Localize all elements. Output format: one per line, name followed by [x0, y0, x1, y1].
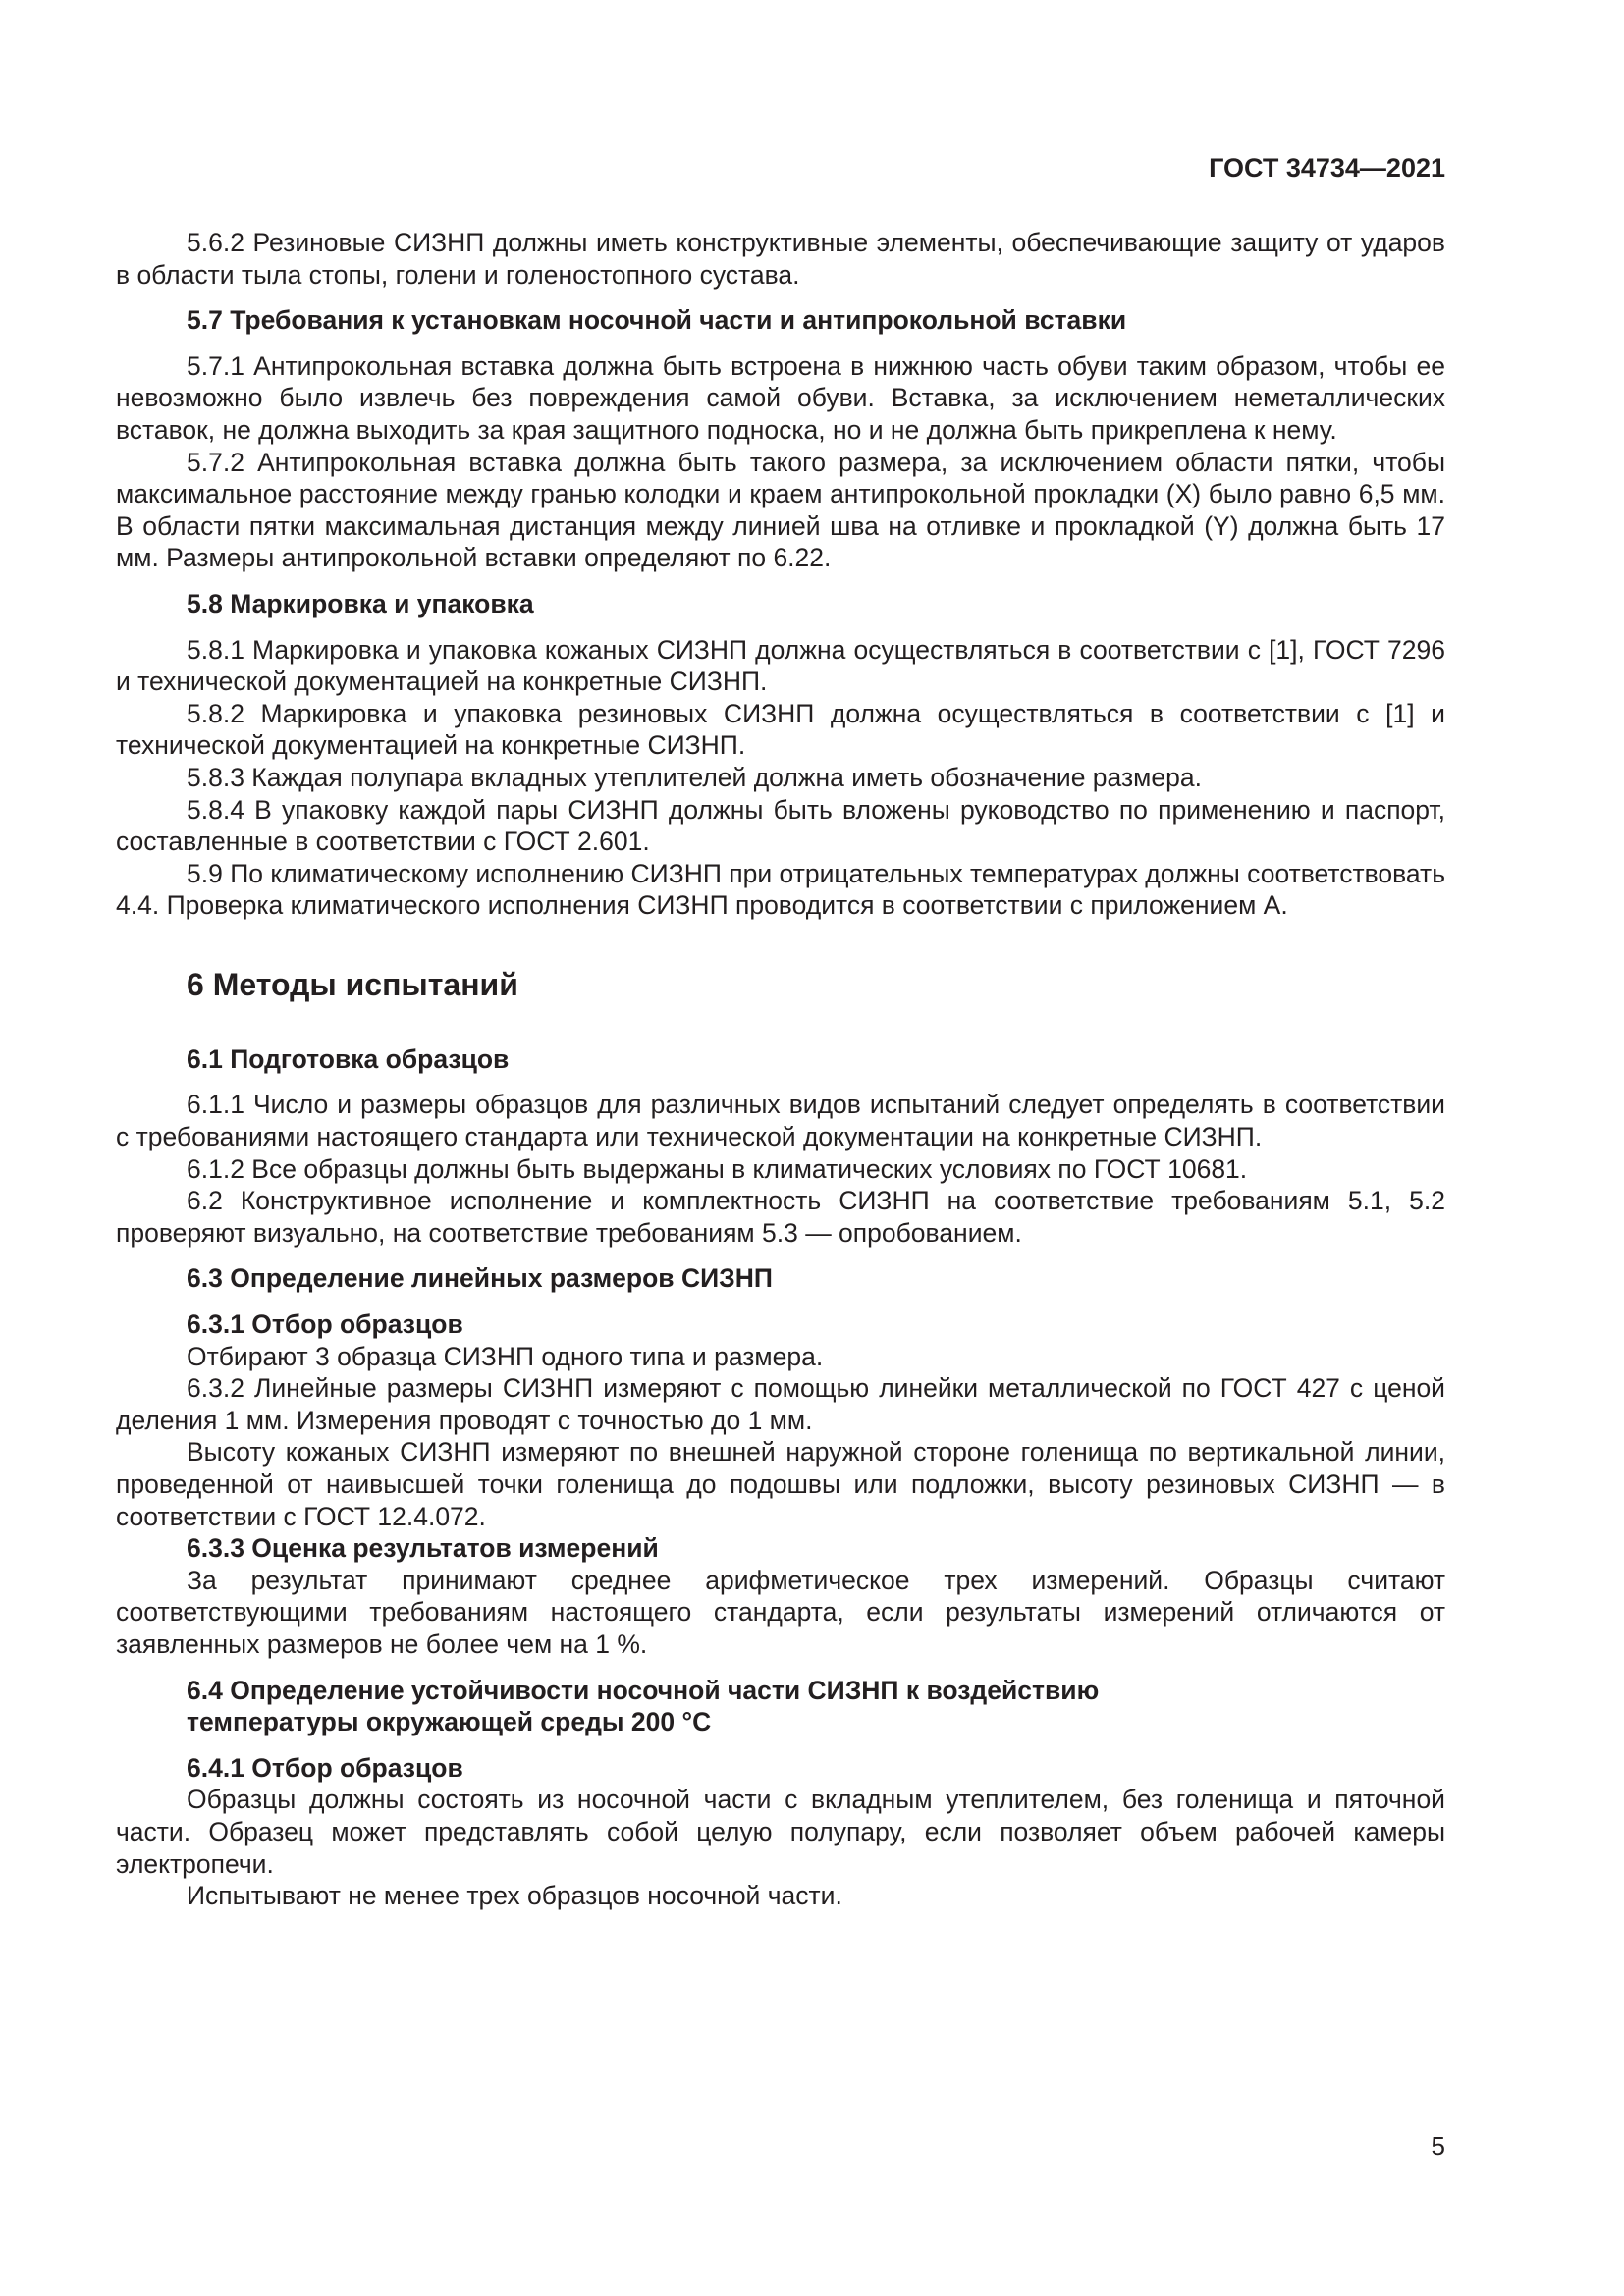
paragraph-5-7-2: 5.7.2 Антипрокольная вставка должна быть такого размера, за исключением области пятки, чтобы максимальное расстояние между гранью колодки и краем антипрокольной прокладки (X) было равно 6,5 мм. В области пятки максимальная дистанция между линией шва на отливке и прокладкой (Y) должна быть 17 мм. Размеры антипрокольной вставки определяют по 6.22. [116, 447, 1445, 573]
chapter-heading-6: 6 Методы испытаний [187, 966, 518, 1002]
subsection-heading-6-3-3: 6.3.3 Оценка результатов измерений [187, 1533, 659, 1564]
paragraph-6-1-2: 6.1.2 Все образцы должны быть выдержаны в климатических условиях по ГОСТ 10681. [187, 1153, 1248, 1184]
paragraph-6-3-1: Отбирают 3 образца СИЗНП одного типа и размера. [187, 1341, 824, 1371]
document-body [116, 227, 1445, 1912]
paragraph-6-3-2-height: Высоту кожаных СИЗНП измеряют по внешней наружной стороне голенища по вертикальной линии, проведенной от наивысшей точки голенища до подошвы или подложки, высоту резиновых СИЗНП — в соответствии с ГОСТ 12.4.072. [116, 1437, 1445, 1531]
page-number: 5 [1431, 2131, 1445, 2161]
document-page [116, 0, 1445, 2296]
paragraph-5-8-3: 5.8.3 Каждая полупара вкладных утеплителей должна иметь обозначение размера. [187, 762, 1202, 792]
section-heading-6-4: 6.4 Определение устойчивости носочной части СИЗНП к воздействию температуры окружающей среды 200 °С [187, 1675, 1100, 1737]
subsection-heading-6-3-1: 6.3.1 Отбор образцов [187, 1309, 463, 1340]
paragraph-6-4-1-count: Испытывают не менее трех образцов носочной части. [187, 1881, 842, 1911]
paragraph-6-3-3: За результат принимают среднее арифметическое трех измерений. Образцы считают соответствующими требованиям настоящего стандарта, если результаты измерений отличаются от заявленных размеров не более чем на 1 %. [116, 1565, 1445, 1659]
paragraph-5-7-1: 5.7.1 Антипрокольная вставка должна быть встроена в нижнюю часть обуви таким образом, чтобы ее невозможно было извлечь без повреждения самой обуви. Вставка, за исключением неметаллических вставок, не должна выходить за края защитного подноска, но и не должна быть прикреплена к нему. [116, 350, 1445, 445]
section-heading-6-1: 6.1 Подготовка образцов [187, 1043, 510, 1074]
paragraph-6-2: 6.2 Конструктивное исполнение и комплектность СИЗНП на соответствие требованиям 5.1, 5.2 проверяют визуально, на соответствие требованиям 5.3 — опробованием. [116, 1186, 1445, 1248]
section-heading-5-8: 5.8 Маркировка и упаковка [187, 588, 534, 618]
section-heading-6-3: 6.3 Определение линейных размеров СИЗНП [187, 1263, 773, 1294]
section-heading-5-7: 5.7 Требования к установкам носочной части и антипрокольной вставки [187, 305, 1127, 336]
paragraph-6-3-2: 6.3.2 Линейные размеры СИЗНП измеряют с помощью линейки металлической по ГОСТ 427 с ценой деления 1 мм. Измерения проводят с точностью до 1 мм. [116, 1373, 1445, 1435]
paragraph-6-1-1: 6.1.1 Число и размеры образцов для различных видов испытаний следует определять в соответствии с требованиями настоящего стандарта или технической документации на конкретные СИЗНП. [116, 1090, 1445, 1152]
document-header: ГОСТ 34734—2021 [1209, 153, 1445, 183]
paragraph-5-6-2: 5.6.2 Резиновые СИЗНП должны иметь конструктивные элементы, обеспечивающие защиту от ударов в области тыла стопы, голени и голеностопного сустава. [116, 228, 1445, 290]
paragraph-5-8-4: 5.8.4 В упаковку каждой пары СИЗНП должны быть вложены руководство по применению и паспорт, составленные в соответствии с ГОСТ 2.601. [116, 794, 1445, 857]
paragraph-5-8-2: 5.8.2 Маркировка и упаковка резиновых СИЗНП должна осуществляться в соответствии с [1] и технической документацией на конкретные СИЗНП. [116, 698, 1445, 761]
paragraph-6-4-1: Образцы должны состоять из носочной части с вкладным утеплителем, без голенища и пяточной части. Образец может представлять собой целую полупару, если позволяет объем рабочей камеры электропечи. [116, 1785, 1445, 1879]
paragraph-5-9: 5.9 По климатическому исполнению СИЗНП при отрицательных температурах должны соответствовать 4.4. Проверка климатического исполнения СИЗНП проводится в соответствии с приложением А. [116, 858, 1445, 921]
paragraph-5-8-1: 5.8.1 Маркировка и упаковка кожаных СИЗНП должна осуществляться в соответствии с [1], ГОСТ 7296 и технической документацией на конкретные СИЗНП. [116, 634, 1445, 697]
subsection-heading-6-4-1: 6.4.1 Отбор образцов [187, 1752, 463, 1783]
